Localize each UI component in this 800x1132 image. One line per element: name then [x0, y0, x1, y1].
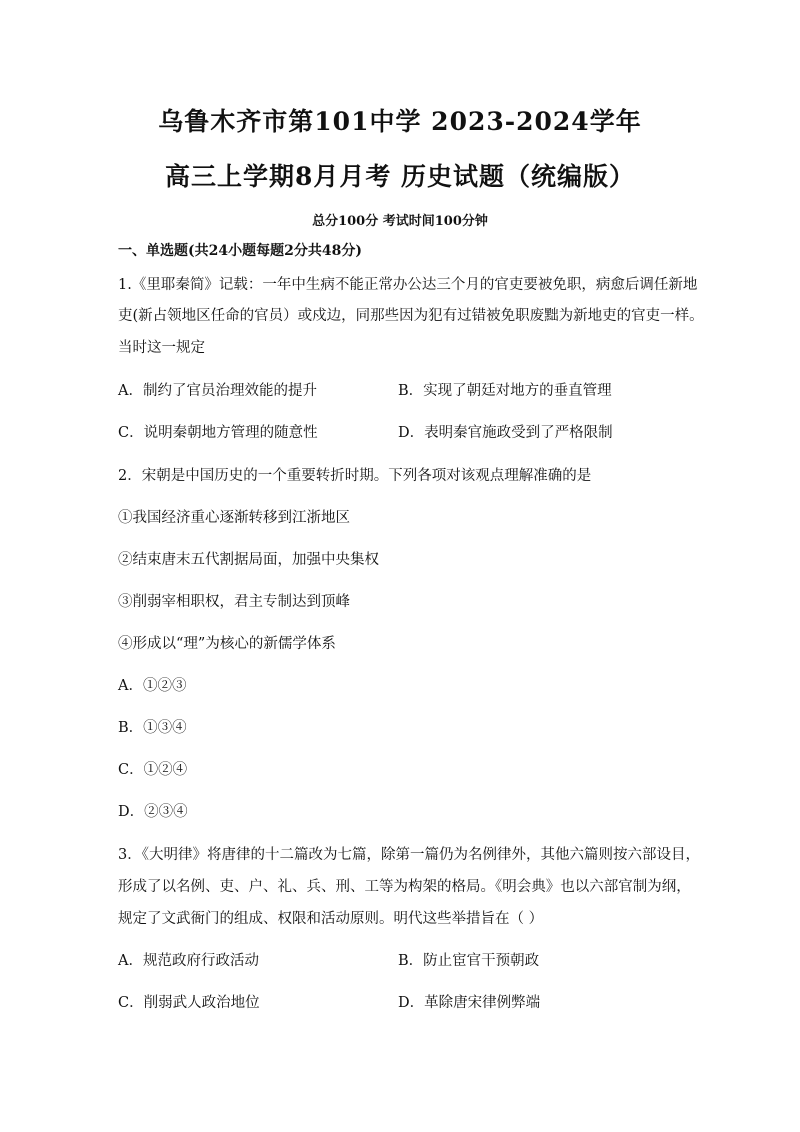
q1-option-c: C．说明秦朝地方管理的随意性	[118, 425, 318, 441]
exam-title-line1: 乌鲁木齐市第101中学 2023-2024学年	[158, 107, 642, 136]
q3-option-a: A．规范政府行政活动	[118, 953, 259, 969]
q2-item-1: ①我国经济重心逐渐转移到江浙地区	[118, 510, 350, 526]
q1-option-a: A．制约了官员治理效能的提升	[118, 383, 317, 399]
section-heading: 一、单选题(共24小题每题2分共48分)	[118, 243, 362, 259]
q3-stem-line3: 规定了文武衙门的组成、权限和活动原则。明代这些举措旨在（ ）	[118, 911, 544, 927]
q3-option-d: D．革除唐宋律例弊端	[398, 995, 541, 1011]
q2-option-b: B．①③④	[118, 720, 187, 736]
q3-stem-line2: 形成了以名例、吏、户、礼、兵、刑、工等为构架的格局。《明会典》也以六部官制为纲，	[118, 879, 691, 895]
q2-option-d: D．②③④	[118, 804, 188, 820]
q1-option-d: D．表明秦官施政受到了严格限制	[398, 425, 613, 441]
q2-option-a: A．①②③	[118, 678, 187, 694]
q2-option-c: C．①②④	[118, 762, 188, 778]
q2-item-3: ③削弱宰相职权，君主专制达到顶峰	[118, 594, 350, 610]
exam-title-line2: 高三上学期8月月考 历史试题（统编版）	[164, 162, 636, 191]
q3-stem-line1: 3．《大明律》将唐律的十二篇改为七篇，除第一篇仍为名例律外，其他六篇则按六部设目，	[118, 847, 700, 863]
q2-item-4: ④形成以“理”为核心的新儒学体系	[118, 636, 336, 652]
q1-stem-line3: 当时这一规定	[118, 340, 205, 356]
q2-stem: 2．宋朝是中国历史的一个重要转折时期。下列各项对该观点理解准确的是	[118, 468, 592, 484]
q3-option-c: C．削弱武人政治地位	[118, 995, 260, 1011]
q1-stem-line1: 1.《里耶秦简》记载：一年中生病不能正常办公达三个月的官吏要被免职，病愈后调任新地	[118, 277, 698, 293]
exam-subtitle: 总分100分 考试时间100分钟	[312, 214, 488, 229]
q1-option-b: B．实现了朝廷对地方的垂直管理	[398, 383, 612, 399]
q3-option-b: B．防止宦官干预朝政	[398, 953, 540, 969]
q1-stem-line2: 吏(新占领地区任命的官员）或戍边，同那些因为犯有过错被免职废黜为新地吏的官吏一样。	[118, 308, 704, 324]
q2-item-2: ②结束唐末五代割据局面，加强中央集权	[118, 552, 379, 568]
